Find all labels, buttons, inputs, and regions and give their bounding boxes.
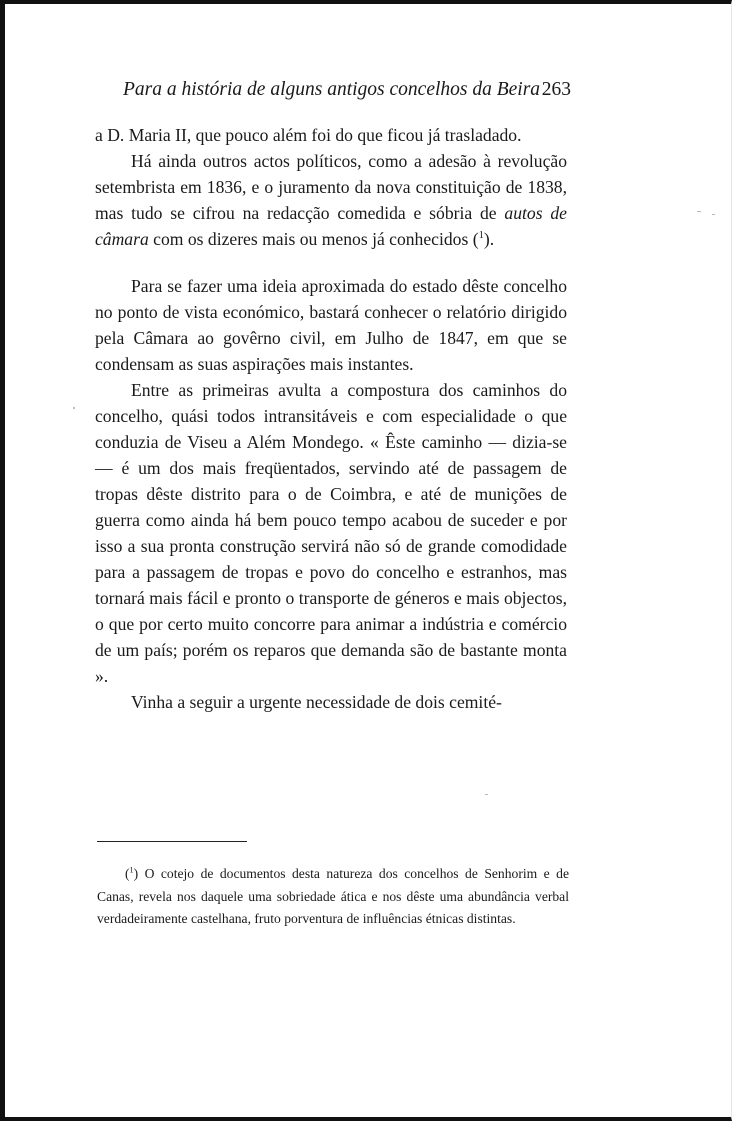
footnote: ($^1$) O cotejo de documentos desta natureza dos concelhos de Senhorim e de Canas, revela nos daquele uma sobriedade ática e nos dêste uma abundância verbal verdadeiramente castelhana, fruto porventura de influências étnicas distintas.: [97, 865, 569, 927]
paragraph-political-acts: Há ainda outros actos políticos, como a adesão à revolução setembrista em 1836, e o juramento da nova constituição de 1838, mas tudo se cifrou na redacção comedida e sóbria de autos de câmara com os dizeres mais ou menos já conhecidos ($^1$).: [95, 151, 567, 249]
page-number: 263: [541, 79, 571, 100]
footnote-divider: [97, 841, 247, 842]
paper-speck: [712, 214, 715, 215]
paragraph-continuation: a D. Maria II, que pouco além foi do que ficou já trasladado.: [95, 125, 522, 145]
footnote-marker: 1: [129, 865, 134, 875]
paper-speck: [697, 211, 701, 212]
footnote-reference: 1: [478, 230, 484, 242]
running-header-title: Para a história de alguns antigos concelhos da Beira: [123, 79, 541, 100]
paragraph-economic-state: Para se fazer uma ideia aproximada do estado dêste concelho no ponto de vista económico, bastará conhecer o relatório dirigido pela Câmara ao govêrno civil, em Julho de 1847, em que se condensam as suas aspirações mais instantes.: [95, 276, 567, 374]
body-text: [95, 122, 567, 715]
paper-speck: [73, 407, 75, 409]
paragraph-cemeteries: Vinha a seguir a urgente necessidade de dois cemité-: [131, 692, 502, 712]
paper-speck: [485, 794, 488, 795]
running-header: [123, 75, 571, 105]
italic-term: autos de câmara: [95, 203, 567, 249]
paragraph-roads: Entre as primeiras avulta a compostura dos caminhos do concelho, quási todos intransitáveis e com especialidade o que conduzia de Viseu a Além Mondego. « Êste caminho — dizia-se — é um dos mais freqüentados, servindo até de passagem de tropas dêste distrito para o de Coimbra, e até de munições de guerra como ainda há bem pouco tempo acabou de suceder e por isso a sua pronta construção servirá não só de grande comodidade para a passagem de tropas e povo do concelho e estranhos, mas tornará mais fácil e pronto o transporte de géneros e mais objectos, o que por certo muito concorre para animar a indústria e comércio de um país; porém os reparos que demanda são de bastante monta ».: [95, 380, 567, 686]
footnote-text: O cotejo de documentos desta natureza dos concelhos de Senhorim e de Canas, revela nos daquele uma sobriedade ática e nos dêste uma abundância verbal verdadeiramente castelhana, fruto porventura de influências étnicas distintas.: [97, 866, 569, 927]
